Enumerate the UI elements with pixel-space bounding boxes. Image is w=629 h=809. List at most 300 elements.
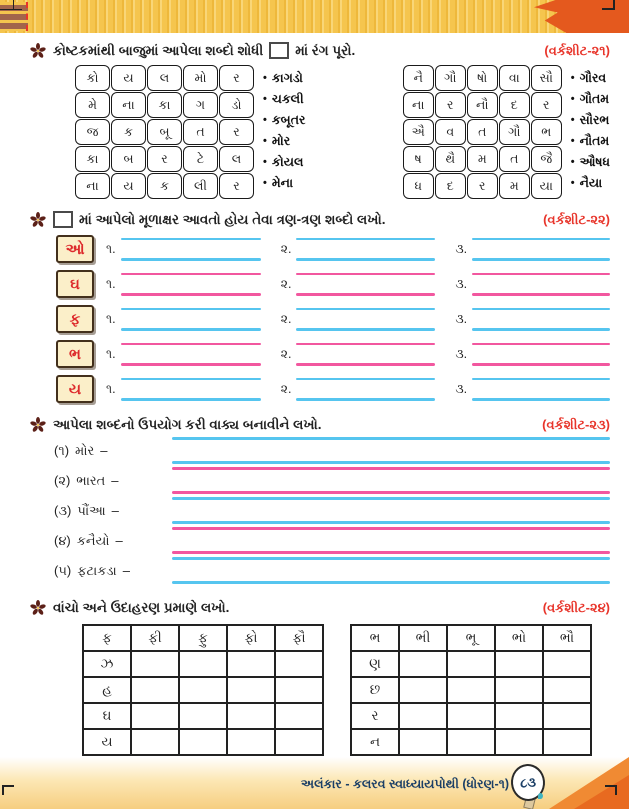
bullet-dot: • (570, 114, 575, 127)
grid-cell: ગૌ (435, 65, 466, 91)
blanks-group (106, 308, 610, 331)
table-row (351, 677, 591, 703)
letter-box: ભ (56, 340, 94, 368)
ruled-lines (172, 467, 610, 494)
worksheet-label-22: (વર્કશીટ-૨૨) (543, 211, 610, 227)
grid-cell: ત (499, 146, 530, 172)
sentence-word: કનૈયો (76, 532, 110, 548)
answer-blank (106, 378, 261, 401)
bullet-dot: • (263, 135, 267, 148)
ruled-line (172, 527, 610, 530)
empty-cell (447, 703, 495, 729)
empty-cell (227, 703, 275, 729)
blank-number: ૨. (280, 346, 292, 361)
empty-cell (131, 651, 179, 677)
sentence-label (54, 473, 172, 489)
letter-row (56, 375, 610, 403)
row-label-cell: ય (83, 729, 131, 755)
word-search-area (75, 65, 610, 199)
word-text: ગૌરવ (579, 71, 607, 85)
empty-cell (543, 651, 591, 677)
matra-table-left (82, 624, 324, 756)
grid-cell: જ (75, 119, 110, 145)
flower-star-icon (30, 212, 46, 228)
word-item (263, 68, 305, 89)
empty-cell (179, 651, 227, 677)
ruled-lines (472, 308, 610, 331)
ruled-lines (472, 378, 610, 401)
section1-heading (30, 42, 610, 59)
row-label-cell: ઘ (83, 703, 131, 729)
sentence-row (54, 437, 610, 464)
table-row (351, 703, 591, 729)
blank-number: ૧. (106, 311, 116, 326)
word-item (571, 152, 610, 173)
grid-cell: મ (467, 146, 498, 172)
ruled-line (296, 378, 435, 381)
ruled-lines (121, 308, 261, 331)
grid-cell: નૌ (467, 92, 498, 118)
grid-cell: ના (75, 173, 110, 199)
blank-number: ૩. (455, 241, 468, 256)
section4-heading (30, 600, 610, 616)
row-label-cell: છ (351, 677, 399, 703)
letter-grid-left (75, 65, 254, 199)
grid-cell: કા (147, 92, 182, 118)
ruled-line (121, 258, 261, 261)
sentence-label (54, 503, 172, 519)
ruled-line (472, 258, 610, 261)
right-word-search (403, 65, 610, 199)
empty-cell (447, 651, 495, 677)
grid-cell: ધ (403, 173, 434, 199)
bullet-dot: • (570, 135, 575, 148)
sentence-word: ફટાકડા (77, 562, 117, 578)
grid-cell: થૈ (435, 146, 466, 172)
grid-cell: ક (147, 173, 182, 199)
table-header-cell: ફ (83, 625, 131, 651)
grid-cell: નૈ (403, 65, 434, 91)
table-header-cell: ભી (399, 625, 447, 651)
grid-cell: ર (467, 173, 498, 199)
ruled-line (121, 328, 261, 331)
answer-blank (106, 308, 261, 331)
grid-cell: ર (219, 65, 254, 91)
worksheet-label-23: (વર્કશીટ-૨૩) (542, 417, 610, 432)
ruled-line (296, 343, 435, 346)
answer-blank (106, 343, 261, 366)
grid-cell: ર (531, 92, 562, 118)
ruled-lines (296, 273, 435, 296)
blank-number: ૨. (280, 276, 292, 291)
ruled-line (472, 308, 610, 311)
ruled-line (296, 308, 435, 311)
grid-cell: મ (499, 173, 530, 199)
page-content (30, 42, 610, 756)
row-label-cell: ઝ (83, 651, 131, 677)
empty-cell (275, 703, 323, 729)
table-row (83, 729, 323, 755)
ruled-line (472, 273, 610, 276)
word-item (571, 68, 610, 89)
empty-cell (227, 651, 275, 677)
section1-title-tail: માં રંગ પૂરો. (295, 42, 356, 58)
word-list-left (263, 65, 305, 199)
word-text: કબૂતર (271, 113, 306, 127)
ruled-lines (296, 378, 435, 401)
blanks-group (106, 273, 610, 296)
ruled-lines (172, 437, 610, 464)
grid-cell: મે (75, 92, 110, 118)
empty-cell (227, 677, 275, 703)
bullet-dot: • (570, 93, 575, 106)
table-header-cell: ભો (495, 625, 543, 651)
empty-cell (447, 677, 495, 703)
section1-title-text: કોષ્ટકમાંથી બાજુમાં આપેલા શબ્દો શોધી (53, 42, 264, 58)
empty-cell (495, 703, 543, 729)
ruled-line (172, 461, 610, 464)
grid-cell: ષ (403, 146, 434, 172)
grid-cell: ના (403, 92, 434, 118)
blank-number: ૨. (280, 241, 292, 256)
word-item (263, 173, 305, 194)
letter-row (56, 270, 610, 298)
ruled-line (121, 343, 261, 346)
empty-cell (495, 677, 543, 703)
empty-cell (399, 651, 447, 677)
answer-blank (106, 238, 261, 261)
dash: – (100, 443, 108, 458)
letter-grid-right (403, 65, 562, 199)
grid-cell: યા (531, 173, 562, 199)
grid-cell: વા (499, 65, 530, 91)
blank-number: ૧. (106, 346, 116, 361)
empty-cell (543, 703, 591, 729)
ruled-line (472, 293, 610, 296)
ruled-line (296, 328, 435, 331)
ruled-lines (472, 343, 610, 366)
empty-cell (227, 729, 275, 755)
grid-cell: લ (219, 146, 254, 172)
grid-cell: ગૌ (499, 119, 530, 145)
grid-cell: ઐ (403, 119, 434, 145)
table-row (351, 729, 591, 755)
ruled-lines (121, 238, 261, 261)
grid-cell: મો (183, 65, 218, 91)
blank-number: ૧. (106, 381, 116, 396)
worksheet-label-21: (વર્કશીટ-૨૧) (544, 42, 610, 58)
ruled-lines (121, 378, 261, 401)
grid-cell: ના (111, 92, 146, 118)
ruled-line (121, 378, 261, 381)
empty-cell (275, 651, 323, 677)
row-label-cell: હ (83, 677, 131, 703)
ruled-lines (121, 273, 261, 296)
blank-number: ૩. (455, 276, 468, 291)
grid-cell: ર (219, 119, 254, 145)
table-header-cell: ફુ (179, 625, 227, 651)
empty-cell (495, 651, 543, 677)
grid-cell: દ (499, 92, 530, 118)
dash: – (111, 473, 119, 488)
top-stripe-band (0, 0, 629, 33)
notebook-edge-decoration (0, 2, 28, 31)
ruled-lines (172, 527, 610, 554)
answer-blank (455, 238, 610, 261)
blanks-group (106, 343, 610, 366)
flower-star-icon (30, 417, 46, 433)
grid-cell: કો (75, 65, 110, 91)
section3-title-text: આપેલા શબ્દનો ઉપયોગ કરી વાક્ય બનાવીને લખો. (53, 417, 322, 432)
blank-number: ૩. (455, 346, 468, 361)
word-text: ઔષધ (579, 155, 610, 169)
answer-blank (455, 308, 610, 331)
word-item (263, 152, 305, 173)
three-words-exercise (30, 235, 610, 403)
letter-box: ફ (56, 305, 94, 333)
answer-blank (281, 308, 436, 331)
blank-number: ૩. (455, 381, 468, 396)
grid-cell: કા (75, 146, 110, 172)
blank-number: ૩. (455, 311, 468, 326)
sentence-number: (૩) (54, 502, 72, 518)
ruled-line (172, 557, 610, 560)
ruled-line (296, 398, 435, 401)
grid-cell: જૈ (531, 146, 562, 172)
empty-cell (447, 729, 495, 755)
word-item (263, 110, 305, 131)
grid-cell: ટે (183, 146, 218, 172)
section3-heading (30, 417, 610, 433)
section2-heading (30, 211, 610, 228)
grid-cell: બ (111, 146, 146, 172)
sentence-word: પૌંઆ (77, 502, 106, 518)
letter-box: ઘ (56, 270, 94, 298)
grid-cell: ર (435, 92, 466, 118)
empty-cell (179, 677, 227, 703)
empty-cell (399, 703, 447, 729)
empty-cell (131, 729, 179, 755)
sentence-row (54, 557, 610, 584)
left-word-search (75, 65, 305, 199)
blanks-group (106, 238, 610, 261)
empty-cell (131, 703, 179, 729)
grid-cell: ષો (467, 65, 498, 91)
grid-cell: ડો (219, 92, 254, 118)
sentence-row (54, 497, 610, 524)
bullet-dot: • (570, 72, 575, 85)
ruled-line (296, 238, 435, 241)
page-number-badge: ૮૩ (509, 763, 546, 803)
ruled-line (121, 398, 261, 401)
dash: – (111, 503, 119, 518)
ruled-line (121, 363, 261, 366)
crop-mark-bottom-left (2, 785, 14, 795)
bullet-dot: • (263, 72, 267, 85)
table-row (351, 651, 591, 677)
bullet-dot: • (570, 177, 575, 190)
ruled-line (472, 398, 610, 401)
letter-row (56, 235, 610, 263)
answer-blank (455, 343, 610, 366)
flower-star-icon (30, 600, 46, 616)
crop-mark-bottom-right (605, 785, 617, 795)
sentence-row (54, 467, 610, 494)
ruled-line (172, 467, 610, 470)
sentence-exercise (30, 437, 610, 584)
blank-number: ૨. (280, 311, 292, 326)
section2-title (53, 211, 385, 228)
empty-cell (275, 677, 323, 703)
answer-blank (455, 378, 610, 401)
bullet-dot: • (263, 177, 267, 190)
grid-cell: ર (147, 146, 182, 172)
sentence-word: ભારત (76, 472, 106, 488)
grid-cell: ય (111, 173, 146, 199)
ruled-line (296, 293, 435, 296)
ruled-lines (472, 238, 610, 261)
badge-drop-decoration (538, 793, 543, 799)
ruled-line (121, 293, 261, 296)
word-item (263, 131, 305, 152)
ruled-line (172, 497, 610, 500)
bottom-band (0, 757, 629, 809)
empty-cell (179, 729, 227, 755)
word-list-right (571, 65, 610, 199)
table-header-cell: ફો (227, 625, 275, 651)
grid-cell: ત (183, 119, 218, 145)
row-label-cell: ર (351, 703, 399, 729)
word-text: નૌતમ (579, 134, 610, 148)
sentence-number: (૪) (54, 532, 71, 548)
ruled-line (172, 491, 610, 494)
word-item (571, 173, 610, 194)
sentence-row (54, 527, 610, 554)
table-header-cell: ભ (351, 625, 399, 651)
table-header-row (83, 625, 323, 651)
ruled-line (172, 437, 610, 440)
answer-blank (281, 378, 436, 401)
ruled-line (296, 258, 435, 261)
section4-title-text: વાંચો અને ઉદાહરણ પ્રમાણે લખો. (53, 600, 230, 615)
ruled-lines (121, 343, 261, 366)
footer-book-title: અલંકાર - કલરવ સ્વાધ્યાયપોથી (ધોરણ-૧) (300, 777, 509, 791)
sentence-number: (૧) (54, 442, 70, 458)
ruled-line (472, 328, 610, 331)
grid-cell: લી (183, 173, 218, 199)
grid-cell: દ (435, 173, 466, 199)
section1-title (53, 42, 355, 59)
ruled-line (472, 378, 610, 381)
blank-number: ૨. (280, 381, 292, 396)
word-item (571, 89, 610, 110)
sentence-word: મોર (75, 442, 95, 458)
word-text: નૈયા (579, 176, 603, 190)
grid-cell: લ (147, 65, 182, 91)
ruled-lines (472, 273, 610, 296)
grid-cell: સૌ (531, 65, 562, 91)
row-label-cell: ણ (351, 651, 399, 677)
ruled-line (296, 273, 435, 276)
empty-cell (543, 729, 591, 755)
grid-cell: ક (111, 119, 146, 145)
ruled-line (472, 363, 610, 366)
ruled-line (472, 238, 610, 241)
table-row (83, 703, 323, 729)
letter-box-placeholder (53, 211, 73, 228)
word-text: ગૌતમ (579, 92, 610, 106)
section2-title-text: માં આપેલો મૂળાક્ષર આવતો હોય તેવા ત્રણ-ત્રણ શબ્દો લખો. (79, 211, 386, 227)
letter-row (56, 340, 610, 368)
table-header-cell: ફી (131, 625, 179, 651)
empty-cell (179, 703, 227, 729)
word-text: મોર (271, 134, 291, 148)
row-label-cell: ન (351, 729, 399, 755)
answer-blank (106, 273, 261, 296)
word-text: કોયલ (271, 155, 304, 169)
bullet-dot: • (263, 156, 267, 169)
ruled-lines (172, 557, 610, 584)
answer-blank (281, 273, 436, 296)
word-text: ચકલી (271, 92, 304, 106)
table-header-cell: ફૌ (275, 625, 323, 651)
empty-cell (543, 677, 591, 703)
ruled-lines (296, 343, 435, 366)
word-item (263, 89, 305, 110)
ruled-line (172, 551, 610, 554)
word-text: મેના (271, 176, 294, 190)
table-header-row (351, 625, 591, 651)
empty-cell (131, 677, 179, 703)
ruled-line (172, 521, 610, 524)
answer-blank (281, 343, 436, 366)
ruled-line (172, 581, 610, 584)
letter-row (56, 305, 610, 333)
grid-cell: ત (467, 119, 498, 145)
empty-cell (399, 729, 447, 755)
grid-cell: ગ (183, 92, 218, 118)
sentence-number: (૫) (54, 562, 72, 578)
color-fill-box (269, 42, 289, 59)
grid-cell: ભ (531, 119, 562, 145)
ruled-line (121, 308, 261, 311)
corner-mark-line (0, 9, 22, 10)
ruled-line (296, 363, 435, 366)
sentence-label (54, 533, 172, 549)
ruled-line (121, 238, 261, 241)
dash: – (122, 563, 130, 578)
grid-cell: ય (111, 65, 146, 91)
blank-number: ૧. (106, 276, 116, 291)
answer-blank (281, 238, 436, 261)
table-header-cell: ભૂ (447, 625, 495, 651)
table-row (83, 677, 323, 703)
blanks-group (106, 378, 610, 401)
bullet-dot: • (263, 93, 267, 106)
bullet-dot: • (570, 156, 575, 169)
ruled-lines (296, 308, 435, 331)
ruled-line (472, 343, 610, 346)
empty-cell (275, 729, 323, 755)
word-text: કાગડો (271, 71, 303, 85)
grid-cell: વ (435, 119, 466, 145)
matra-table-right (350, 624, 592, 756)
answer-blank (455, 273, 610, 296)
dash: – (115, 533, 123, 548)
grid-cell: બૂ (147, 119, 182, 145)
table-row (83, 651, 323, 677)
blank-number: ૧. (106, 241, 116, 256)
